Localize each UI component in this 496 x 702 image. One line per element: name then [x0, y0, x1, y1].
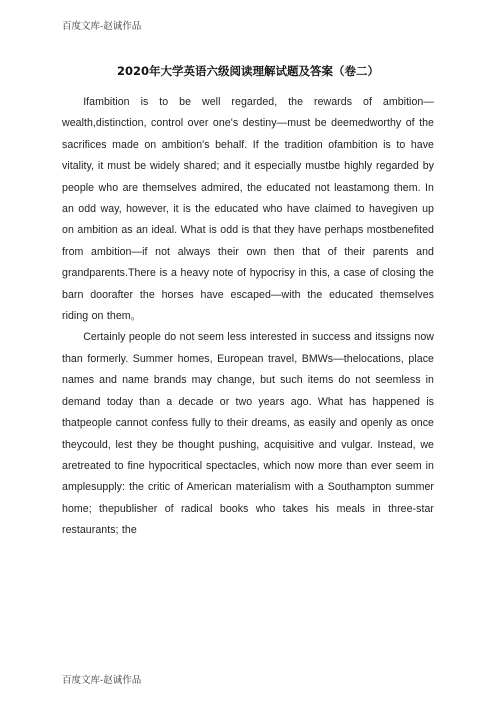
- paragraph-2: Certainly people do not seem less interested in success and itssigns now than formerly. Summer homes, European travel, BMWs—thelocations, place names and name brands may change, but such items do not seemless in demand today than a decade or two years ago. What has happened is thatpeople cannot confess fully to their dreams, as easily and openly as once theycould, lest they be thought pushing, acquisitive and vulgar. Instead, we aretreated to fine hypocritical spectacles, which now more than ever seem in amplesupply: the critic of American materialism with a Southampton summer home; thepublisher of radical books who takes his meals in three-star restaurants; the: [62, 331, 434, 537]
- page-footer: 百度文库-赵诚作品: [62, 675, 142, 686]
- document-body: [62, 92, 434, 542]
- page-header: 百度文库-赵诚作品: [62, 21, 142, 32]
- paragraph-1: Ifambition is to be well regarded, the rewards of ambition— wealth,distinction, control over one's destiny—must be deemedworthy of the sacrifices made on ambition's behalf. If the tradition ofambition is to have vitality, it must be widely shared; and it especially mustbe highly regarded by people who are themselves admired, the educated not leastamong them. In an odd way, however, it is the educated who have claimed to havegiven up on ambition as an ideal. What is odd is that they have perhaps mostbenefited from ambition—if not always their own then that of their parents and grandparents.There is a heavy note of hypocrisy in this, a case of closing the barn doorafter the horses have escaped—with the educated themselves riding on them。: [62, 96, 434, 323]
- document-title: 2020年大学英语六级阅读理解试题及答案（卷二）: [116, 64, 379, 78]
